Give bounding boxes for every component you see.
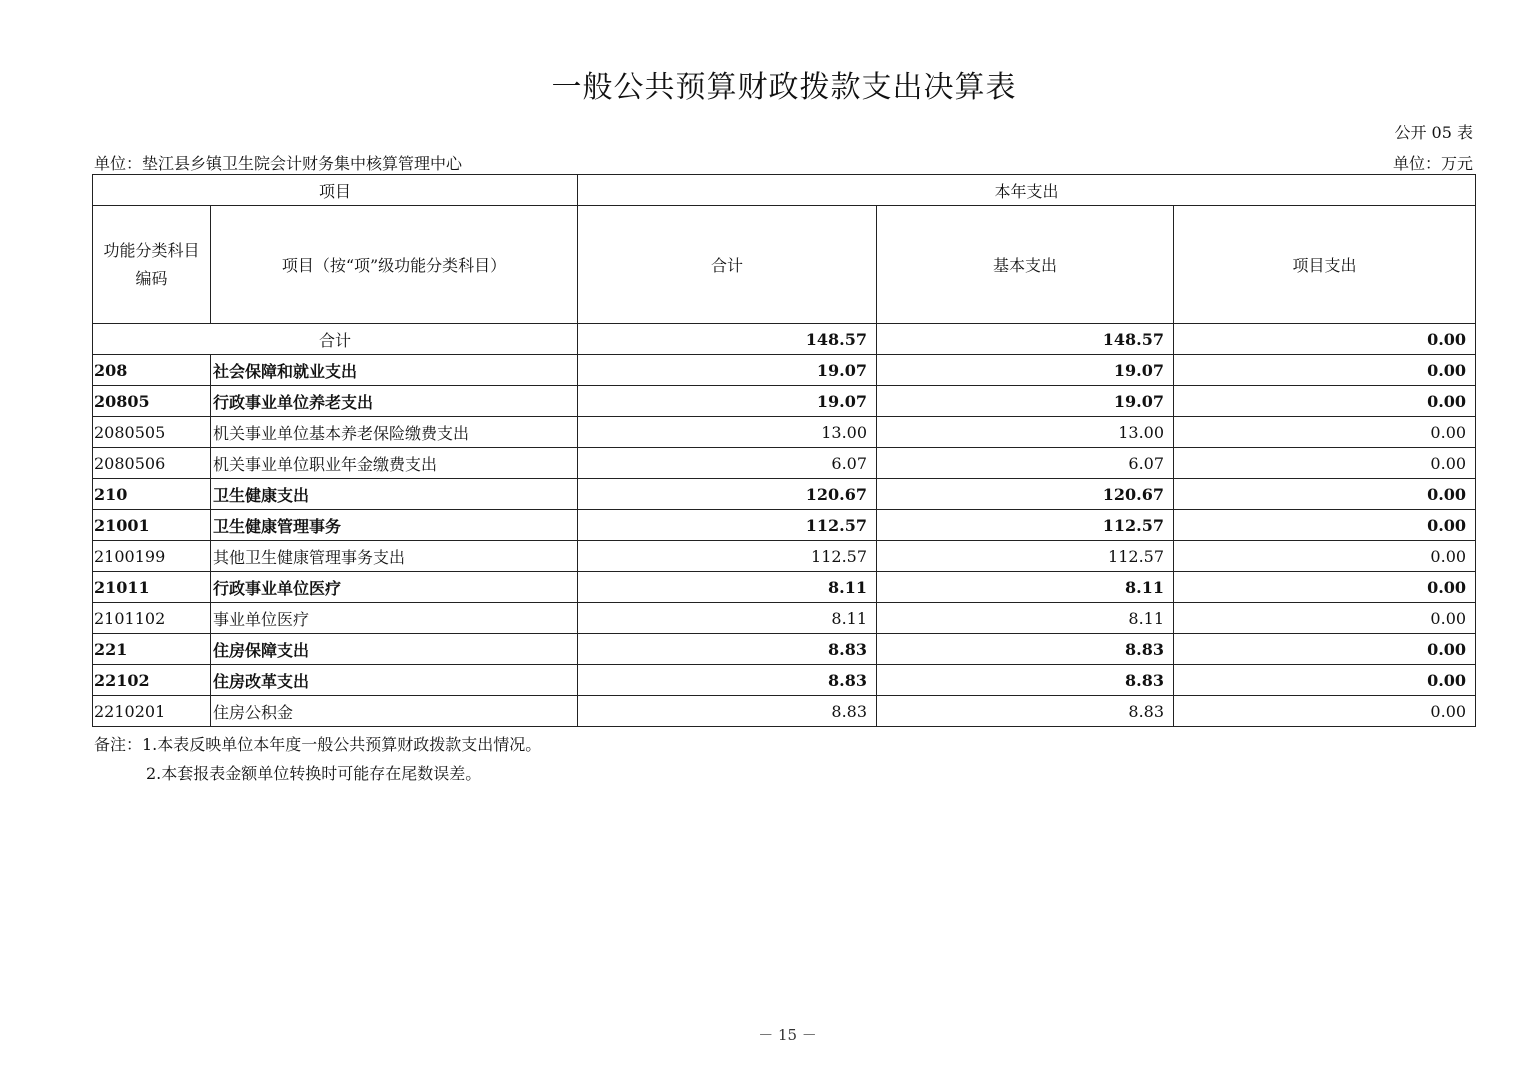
note-line-2: 2.本套报表金额单位转换时可能存在尾数误差。: [146, 764, 482, 783]
header-project-expense: 项目支出: [1174, 206, 1476, 324]
row-code: 2080505: [93, 417, 211, 448]
row-name: 住房保障支出: [211, 634, 578, 665]
row-basic: 8.11: [877, 603, 1174, 634]
row-total: 6.07: [578, 448, 877, 479]
row-name: 事业单位医疗: [211, 603, 578, 634]
notes: [94, 730, 541, 788]
row-code: 21011: [93, 572, 211, 603]
table-row: [93, 417, 1476, 448]
row-basic: 19.07: [877, 386, 1174, 417]
row-total: 8.11: [578, 572, 877, 603]
row-total: 120.67: [578, 479, 877, 510]
row-code: 21001: [93, 510, 211, 541]
row-total: 8.11: [578, 603, 877, 634]
row-code: 2210201: [93, 696, 211, 727]
row-name: 卫生健康支出: [211, 479, 578, 510]
row-basic: 6.07: [877, 448, 1174, 479]
row-total: 112.57: [578, 541, 877, 572]
row-total: 8.83: [578, 634, 877, 665]
row-name: 行政事业单位养老支出: [211, 386, 578, 417]
row-project: 0.00: [1174, 479, 1476, 510]
row-name: 住房改革支出: [211, 665, 578, 696]
row-total: 19.07: [578, 355, 877, 386]
currency-unit: 单位：万元: [1392, 154, 1473, 173]
table-row: [93, 634, 1476, 665]
row-name: 行政事业单位医疗: [211, 572, 578, 603]
row-basic: 8.83: [877, 665, 1174, 696]
table-row: [93, 386, 1476, 417]
row-project: 0.00: [1174, 417, 1476, 448]
row-project: 0.00: [1174, 448, 1476, 479]
row-project: 0.00: [1174, 572, 1476, 603]
table-row: [93, 665, 1476, 696]
header-item-name: 项目（按“项”级功能分类科目）: [211, 206, 578, 324]
table-row: [93, 479, 1476, 510]
row-name: 机关事业单位基本养老保险缴费支出: [211, 417, 578, 448]
row-basic: 112.57: [877, 510, 1174, 541]
row-name: 机关事业单位职业年金缴费支出: [211, 448, 578, 479]
row-name: 住房公积金: [211, 696, 578, 727]
row-total: 19.07: [578, 386, 877, 417]
row-project: 0.00: [1174, 510, 1476, 541]
header-project: 项目: [93, 175, 578, 206]
row-total: 8.83: [578, 665, 877, 696]
row-name: 其他卫生健康管理事务支出: [211, 541, 578, 572]
table-row: [93, 355, 1476, 386]
row-name: 社会保障和就业支出: [211, 355, 578, 386]
row-project: 0.00: [1174, 355, 1476, 386]
row-project: 0.00: [1174, 541, 1476, 572]
row-code: 22102: [93, 665, 211, 696]
row-name: 卫生健康管理事务: [211, 510, 578, 541]
row-code: 20805: [93, 386, 211, 417]
table-row: [93, 510, 1476, 541]
table-subheader-row: [93, 206, 1476, 324]
row-code: 210: [93, 479, 211, 510]
expenditure-table: [92, 174, 1476, 727]
header-current-year-expense: 本年支出: [578, 175, 1476, 206]
row-total: 8.83: [578, 696, 877, 727]
row-basic: 19.07: [877, 355, 1174, 386]
total-amount: 148.57: [578, 324, 877, 355]
table-row: [93, 448, 1476, 479]
row-basic: 120.67: [877, 479, 1174, 510]
table-row: [93, 541, 1476, 572]
total-project: 0.00: [1174, 324, 1476, 355]
row-code: 221: [93, 634, 211, 665]
unit-name: 单位：垫江县乡镇卫生院会计财务集中核算管理中心: [94, 154, 463, 173]
row-basic: 8.11: [877, 572, 1174, 603]
row-basic: 8.83: [877, 634, 1174, 665]
row-total: 112.57: [578, 510, 877, 541]
row-code: 2080506: [93, 448, 211, 479]
row-basic: 8.83: [877, 696, 1174, 727]
row-code: 2101102: [93, 603, 211, 634]
header-basic: 基本支出: [877, 206, 1174, 324]
row-total: 13.00: [578, 417, 877, 448]
total-row: [93, 324, 1476, 355]
table-row: [93, 572, 1476, 603]
form-number: 公开 05 表: [1394, 123, 1473, 142]
row-code: 2100199: [93, 541, 211, 572]
row-project: 0.00: [1174, 696, 1476, 727]
row-project: 0.00: [1174, 386, 1476, 417]
total-basic: 148.57: [877, 324, 1174, 355]
page-number: － 15 －: [758, 1026, 817, 1044]
total-label: 合计: [93, 324, 578, 355]
row-code: 208: [93, 355, 211, 386]
header-total: 合计: [578, 206, 877, 324]
row-basic: 13.00: [877, 417, 1174, 448]
table-row: [93, 696, 1476, 727]
table-header-row: [93, 175, 1476, 206]
row-project: 0.00: [1174, 603, 1476, 634]
page-title: 一般公共预算财政拨款支出决算表: [551, 70, 1017, 105]
header-code: 功能分类科目编码: [93, 206, 211, 324]
note-line-1: 备注：1.本表反映单位本年度一般公共预算财政拨款支出情况。: [94, 735, 542, 754]
row-project: 0.00: [1174, 665, 1476, 696]
table-row: [93, 603, 1476, 634]
row-project: 0.00: [1174, 634, 1476, 665]
row-basic: 112.57: [877, 541, 1174, 572]
